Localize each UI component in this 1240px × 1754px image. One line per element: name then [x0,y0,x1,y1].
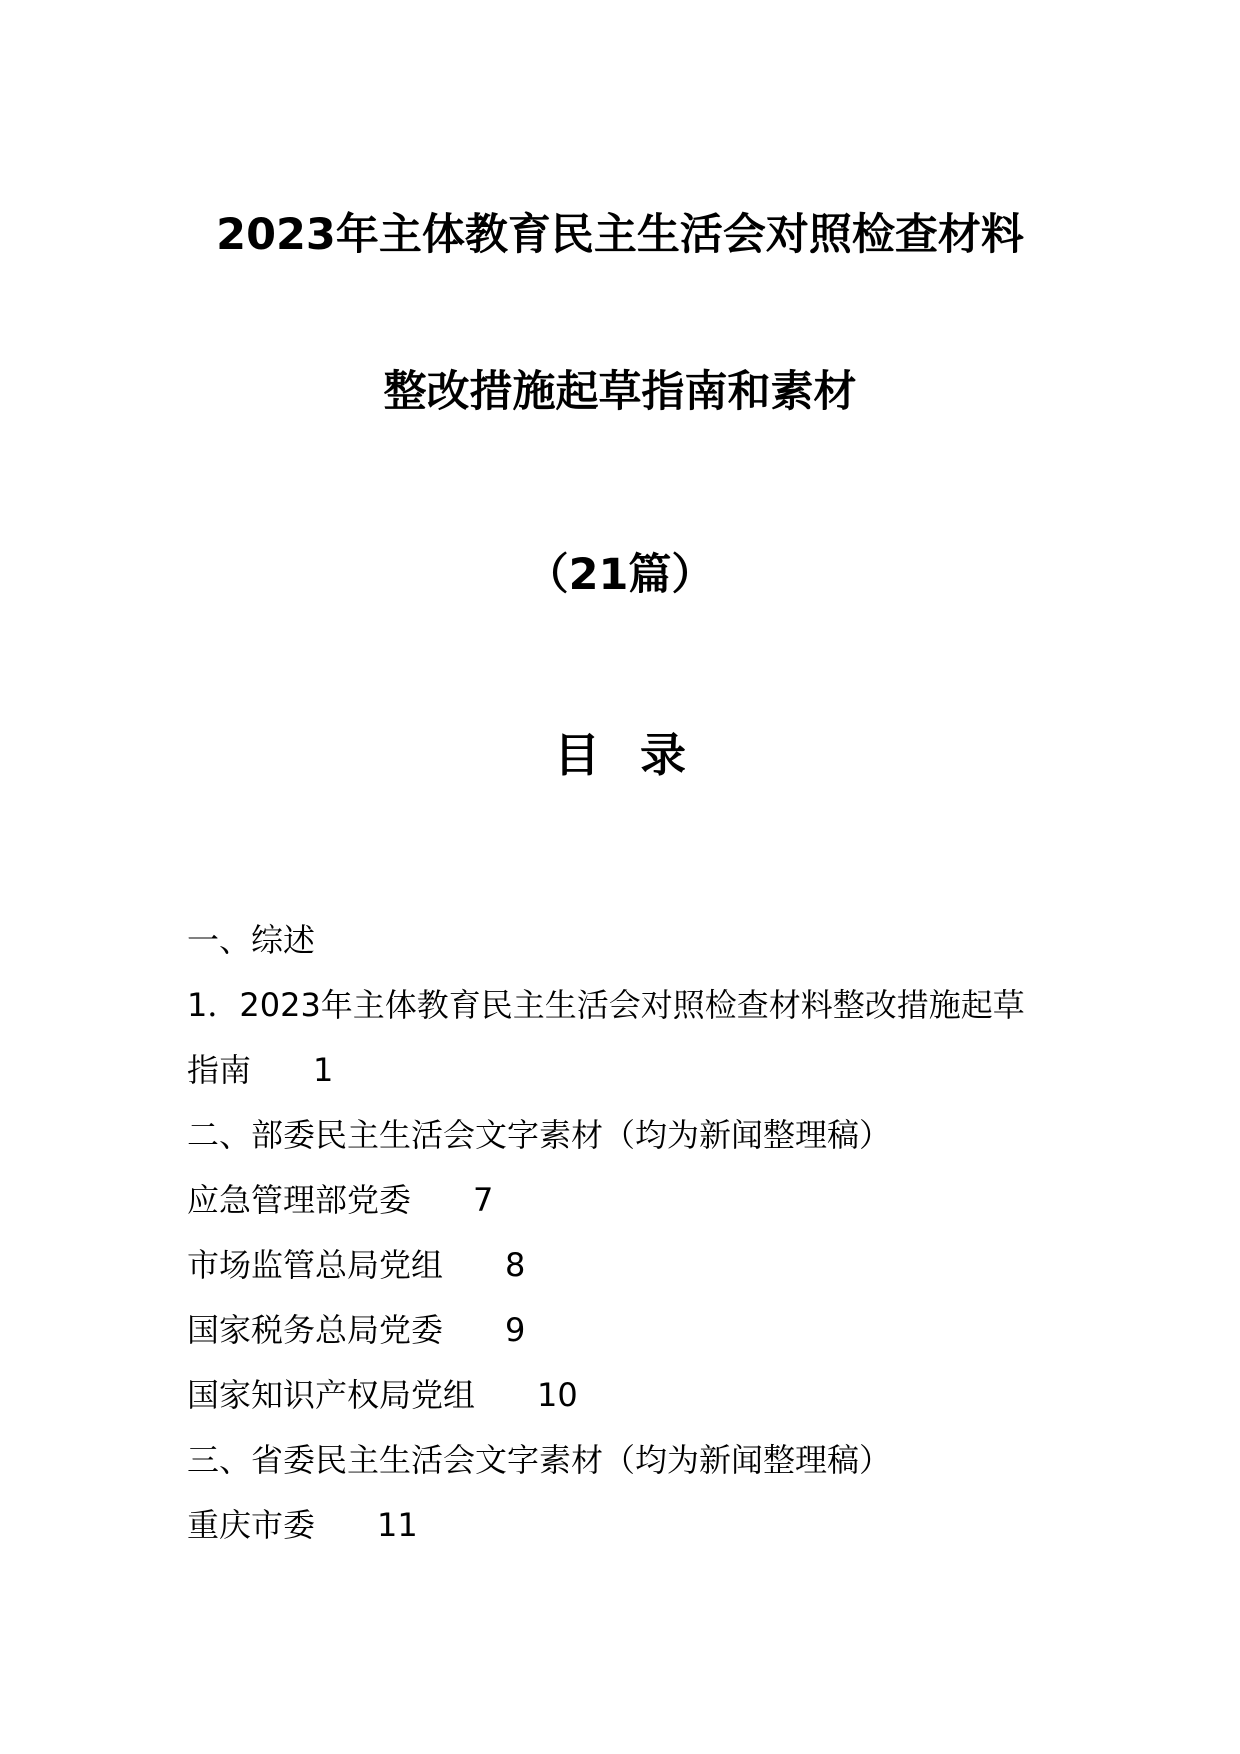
toc-page-number: 8 [505,1246,526,1284]
toc-entry[interactable] [187,1493,1067,1558]
toc-entry[interactable] [187,1233,1067,1298]
toc-entry[interactable] [187,908,1067,973]
toc-page-number: 7 [473,1181,494,1219]
toc-entry[interactable] [187,1363,1067,1428]
toc-entry-text: 二、部委民主生活会文字素材（均为新闻整理稿） [187,1116,892,1154]
toc-entry-text: 应急管理部党委 [187,1181,412,1219]
toc-heading: 目录 [554,728,726,782]
toc-entry-text: 1．2023年主体教育民主生活会对照检查材料整改措施起草 [187,986,1025,1024]
toc-entry-text: 国家知识产权局党组 [187,1376,476,1414]
table-of-contents [187,908,1067,1558]
toc-page-number: 1 [313,1051,334,1089]
document-count: （21篇） [525,550,715,600]
toc-entry[interactable] [187,973,1067,1038]
toc-page-number: 10 [537,1376,578,1414]
toc-entry-text: 三、省委民主生活会文字素材（均为新闻整理稿） [187,1441,892,1479]
toc-section-heading[interactable] [187,1428,1067,1493]
toc-entry-text: 国家税务总局党委 [187,1311,444,1349]
document-title-line-2: 整改措施起草指南和素材 [383,367,857,417]
toc-section-heading[interactable] [187,1103,1067,1168]
toc-page-number: 9 [505,1311,526,1349]
toc-entry[interactable] [187,1038,1067,1103]
toc-entry[interactable] [187,1298,1067,1363]
toc-entry-text: 一、综述 [187,921,316,959]
toc-entry-text: 指南 [187,1051,252,1089]
document-title-line-1: 2023年主体教育民主生活会对照检查材料 [216,210,1024,260]
toc-entry[interactable] [187,1168,1067,1233]
toc-entry-text: 重庆市委 [187,1506,316,1544]
toc-page-number: 11 [377,1506,418,1544]
toc-entry-text: 市场监管总局党组 [187,1246,444,1284]
